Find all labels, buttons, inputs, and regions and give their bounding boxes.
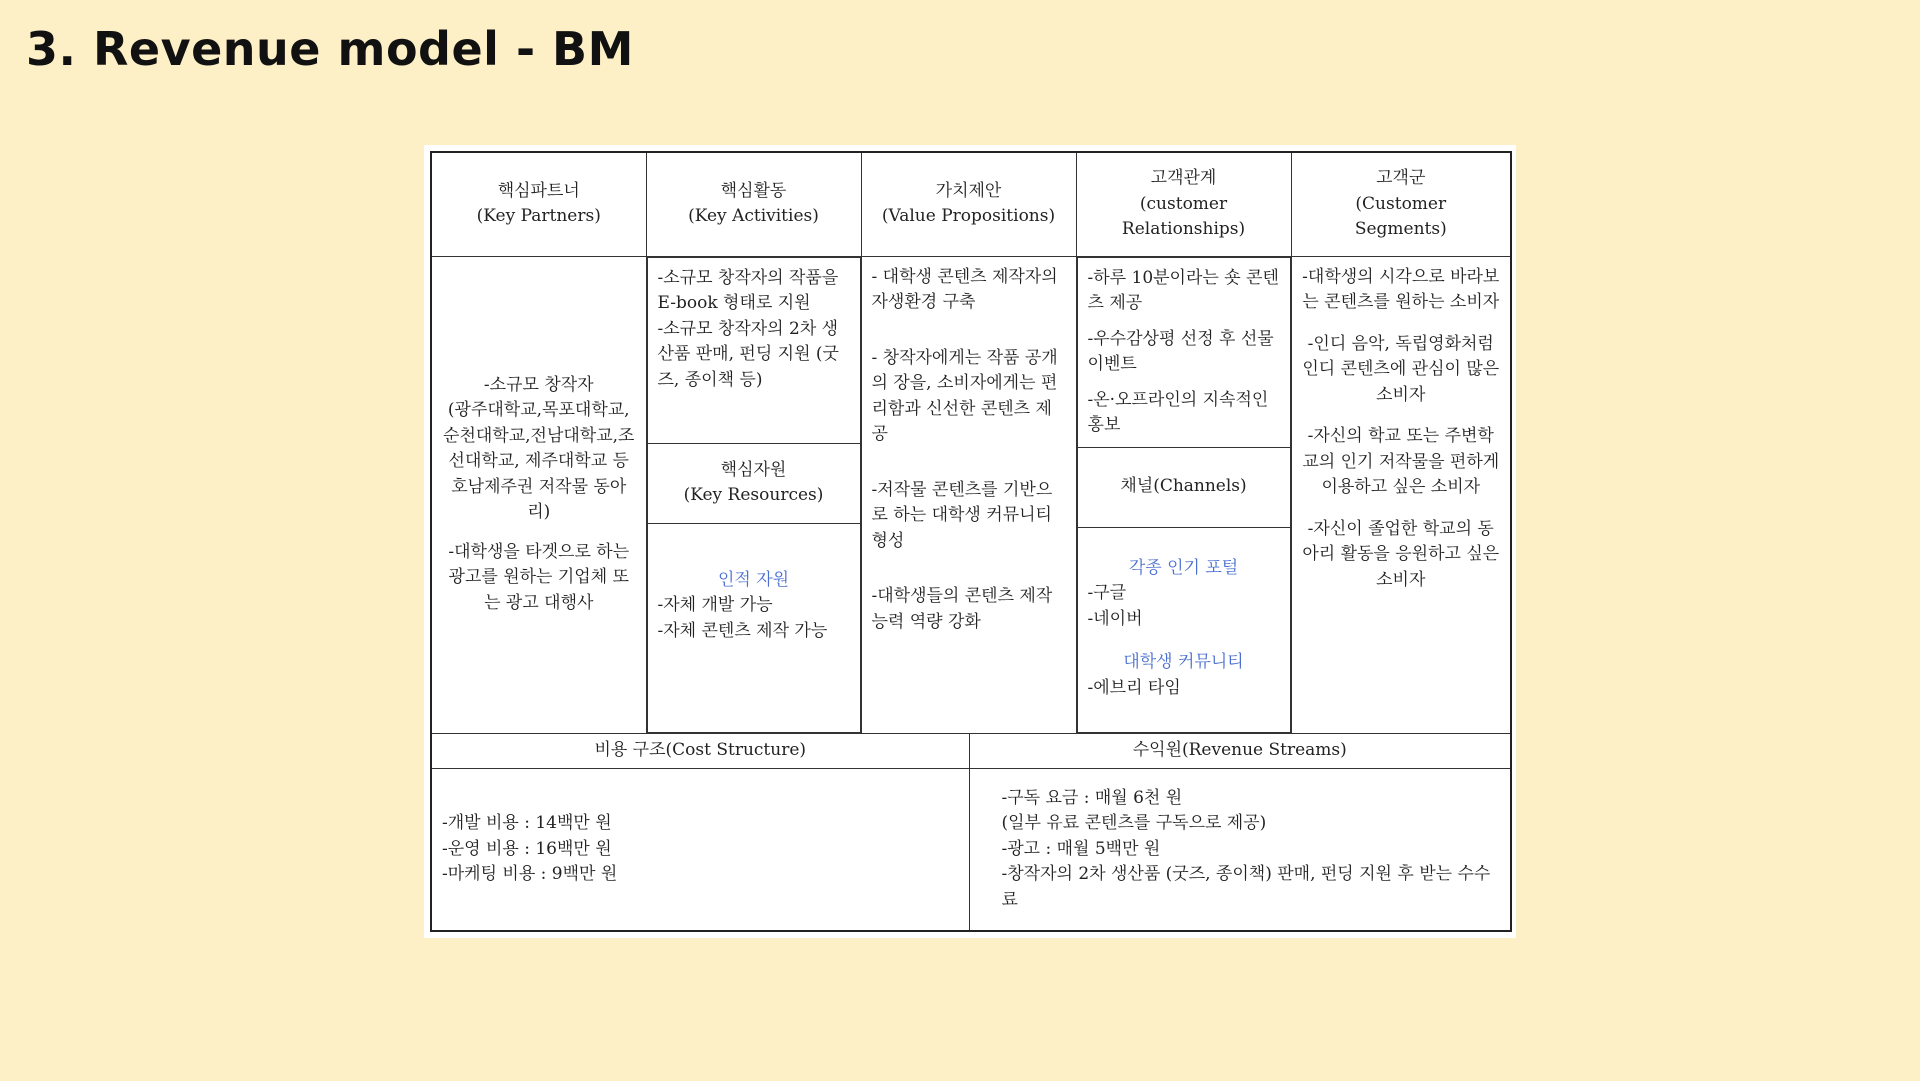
- customer-relationships-item: -우수감상평 선정 후 선물 이벤트: [1087, 328, 1274, 374]
- customer-relationships-item: -하루 10분이라는 숏 콘텐츠 제공: [1087, 267, 1279, 313]
- customer-segments-header: [1291, 152, 1511, 256]
- customer-relationships-channels-split: [1077, 257, 1291, 733]
- key-partners-item: -대학생을 타겟으로 하는 광고를 원하는 기업체 또는 광고 대행사: [448, 541, 630, 613]
- key-resources-body: [647, 523, 860, 732]
- cost-structure-body: [431, 768, 969, 931]
- revenue-streams-item: -광고 : 매월 5백만 원: [1001, 838, 1161, 859]
- key-activities-item: -소규모 창작자의 2차 생산품 판매, 펀딩 지원 (굿즈, 종이책 등): [657, 318, 839, 390]
- customer-relationships-channels-cell: [1076, 256, 1291, 733]
- customer-segments-item: -자신이 졸업한 학교의 동아리 활동을 응원하고 싶은 소비자: [1302, 518, 1500, 590]
- key-activities-resources-cell: [646, 256, 861, 733]
- value-propositions-item: -저작물 콘텐츠를 기반으로 하는 대학생 커뮤니티 형성: [871, 479, 1053, 551]
- customer-relationships-title-en-1: (customer: [1139, 193, 1228, 214]
- customer-segments-item: -자신의 학교 또는 주변학교의 인기 저작물을 편하게 이용하고 싶은 소비자: [1302, 426, 1500, 497]
- key-activities-item: -소규모 창작자의 작품을 E-book 형태로 지원: [657, 267, 839, 313]
- key-activities-body: [647, 257, 860, 443]
- value-propositions-header: [861, 152, 1076, 256]
- cost-structure-item: -개발 비용 : 14백만 원: [442, 813, 612, 833]
- channels-title: 채널(Channels): [1120, 476, 1247, 497]
- revenue-streams-item: -구독 요금 : 매월 6천 원: [1001, 787, 1183, 808]
- revenue-streams-item: -창작자의 2차 생산품 (굿즈, 종이책) 판매, 펀딩 지원 후 받는 수수료: [1001, 864, 1491, 910]
- bmc-table: [430, 151, 1512, 932]
- customer-relationships-body: [1077, 257, 1290, 447]
- value-propositions-item: - 대학생 콘텐츠 제작자의 자생환경 구축: [871, 266, 1058, 312]
- cost-structure-item: -운영 비용 : 16백만 원: [442, 838, 612, 859]
- key-partners-item: (광주대학교,목포대학교,순천대학교,전남대학교,조선대학교, 제주대학교 등 호남제주권 저작물 동아리): [443, 400, 635, 523]
- value-propositions-body: [861, 256, 1076, 733]
- key-activities-title-en: (Key Activities): [688, 206, 819, 227]
- channels-group-title: 대학생 커뮤니티: [1123, 652, 1244, 672]
- cost-structure-item: -마케팅 비용 : 9백만 원: [442, 864, 618, 884]
- customer-segments-item: -인디 음악, 독립영화처럼 인디 콘텐츠에 관심이 많은 소비자: [1302, 333, 1500, 405]
- value-propositions-item: -대학생들의 콘텐츠 제작 능력 역량 강화: [871, 586, 1053, 632]
- key-activities-title-ko: 핵심활동: [720, 180, 787, 201]
- revenue-streams-item: (일부 유료 콘텐츠를 구독으로 제공): [1001, 813, 1267, 833]
- business-model-canvas: [424, 145, 1516, 938]
- channels-header: [1077, 447, 1290, 527]
- customer-relationships-item: -온·오프라인의 지속적인 홍보: [1087, 389, 1269, 435]
- channels-item: -구글: [1087, 583, 1127, 603]
- customer-segments-title-ko: 고객군: [1376, 168, 1426, 188]
- key-resources-title-en: (Key Resources): [683, 485, 824, 505]
- channels-item: -네이버: [1087, 608, 1143, 629]
- revenue-streams-body: [969, 768, 1511, 931]
- key-partners-header: [431, 152, 646, 256]
- slide-title: 3. Revenue model - BM: [26, 22, 634, 76]
- value-propositions-title-en: (Value Propositions): [881, 206, 1056, 227]
- key-partners-body: [431, 256, 646, 733]
- customer-segments-title-en-2: Segments): [1354, 219, 1447, 239]
- key-partners-title-ko: 핵심파트너: [497, 180, 580, 201]
- customer-relationships-title-ko: 고객관계: [1150, 168, 1217, 188]
- value-propositions-item: - 창작자에게는 작품 공개의 장을, 소비자에게는 편리함과 신선한 콘텐츠 제공: [871, 347, 1058, 444]
- key-resources-highlight: 인적 자원: [717, 569, 790, 590]
- customer-segments-title-en-1: (Customer: [1355, 193, 1447, 214]
- key-activities-resources-split: [647, 257, 861, 733]
- channels-body: [1077, 527, 1290, 732]
- key-resources-title-ko: 핵심자원: [720, 459, 787, 480]
- value-propositions-title-ko: 가치제안: [935, 180, 1002, 201]
- cost-structure-header: [431, 733, 969, 768]
- channels-group-title: 각종 인기 포털: [1128, 557, 1239, 578]
- revenue-streams-title: 수익원(Revenue Streams): [1132, 739, 1347, 760]
- key-resources-header: [647, 443, 860, 523]
- key-resources-item: -자체 콘텐츠 제작 가능: [657, 620, 828, 641]
- customer-relationships-title-en-2: Relationships): [1121, 219, 1246, 239]
- key-resources-item: -자체 개발 가능: [657, 595, 773, 615]
- channels-item: -에브리 타임: [1087, 677, 1181, 698]
- cost-structure-title: 비용 구조(Cost Structure): [594, 739, 807, 760]
- key-activities-header: [646, 152, 861, 256]
- key-partners-title-en: (Key Partners): [476, 206, 601, 227]
- customer-relationships-header: [1076, 152, 1291, 256]
- customer-segments-item: -대학생의 시각으로 바라보는 콘텐츠를 원하는 소비자: [1302, 266, 1500, 312]
- key-partners-item: -소규모 창작자: [483, 374, 594, 395]
- revenue-streams-header: [969, 733, 1511, 768]
- customer-segments-body: [1291, 256, 1511, 733]
